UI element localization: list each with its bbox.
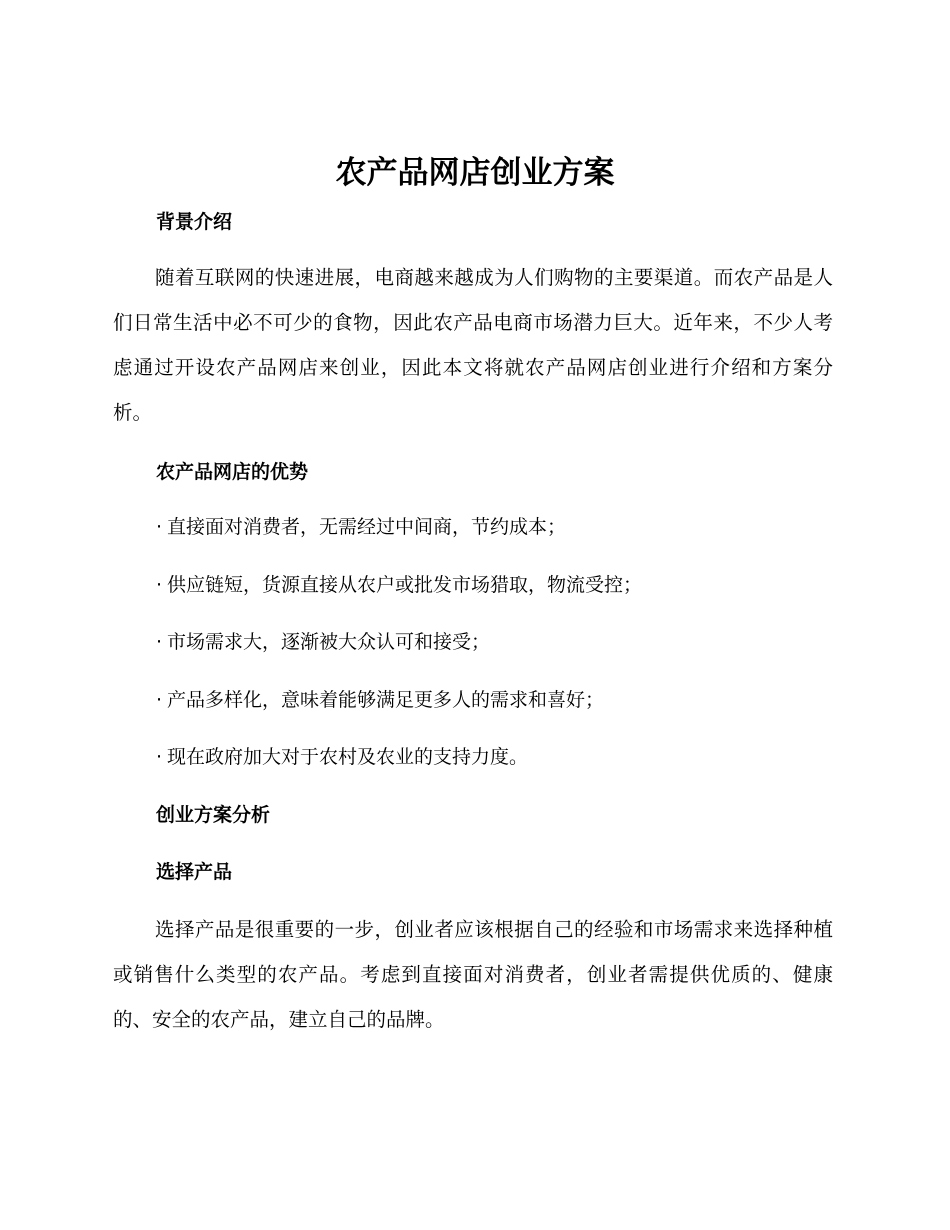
bullet-marker: · [156, 688, 163, 711]
list-item-text: 市场需求大，逐渐被大众认可和接受； [167, 631, 491, 653]
section-heading-advantages: 农产品网店的优势 [156, 461, 309, 483]
list-item [156, 512, 642, 570]
bullet-marker: · [156, 516, 163, 538]
advantages-list [156, 512, 642, 800]
list-item-text: 现在政府加大对于农村及农业的支持力度。 [167, 746, 529, 768]
list-item-text: 产品多样化，意味着能够满足更多人的需求和喜好； [167, 688, 605, 711]
product-paragraph: 选择产品是很重要的一步，创业者应该根据自己的经验和市场需求来选择种植或销售什么类型的农产品。考虑到直接面对消费者，创业者需提供优质的、健康的、安全的农产品，建立自己的品牌。 [113, 918, 833, 1031]
section-heading-product: 选择产品 [156, 861, 233, 883]
list-item [156, 627, 642, 685]
background-paragraph: 随着互联网的快速进展，电商越来越成为人们购物的主要渠道。而农产品是人们日常生活中必不可少的食物，因此农产品电商市场潜力巨大。近年来，不少人考虑通过开设农产品网店来创业，因此本文将就农产品网店创业进行介绍和方案分析。 [113, 266, 833, 424]
list-item [156, 685, 642, 743]
list-item [156, 742, 642, 800]
section-heading-background: 背景介绍 [156, 211, 233, 233]
section-heading-plan: 创业方案分析 [156, 804, 271, 826]
bullet-marker: · [156, 746, 163, 768]
document-title: 农产品网店创业方案 [335, 155, 615, 191]
list-item-text: 直接面对消费者，无需经过中间商，节约成本； [167, 516, 567, 538]
bullet-marker: · [156, 573, 163, 596]
bullet-marker: · [156, 631, 163, 653]
list-item [156, 570, 642, 628]
list-item-text: 供应链短，货源直接从农户或批发市场猎取，物流受控； [167, 573, 643, 596]
